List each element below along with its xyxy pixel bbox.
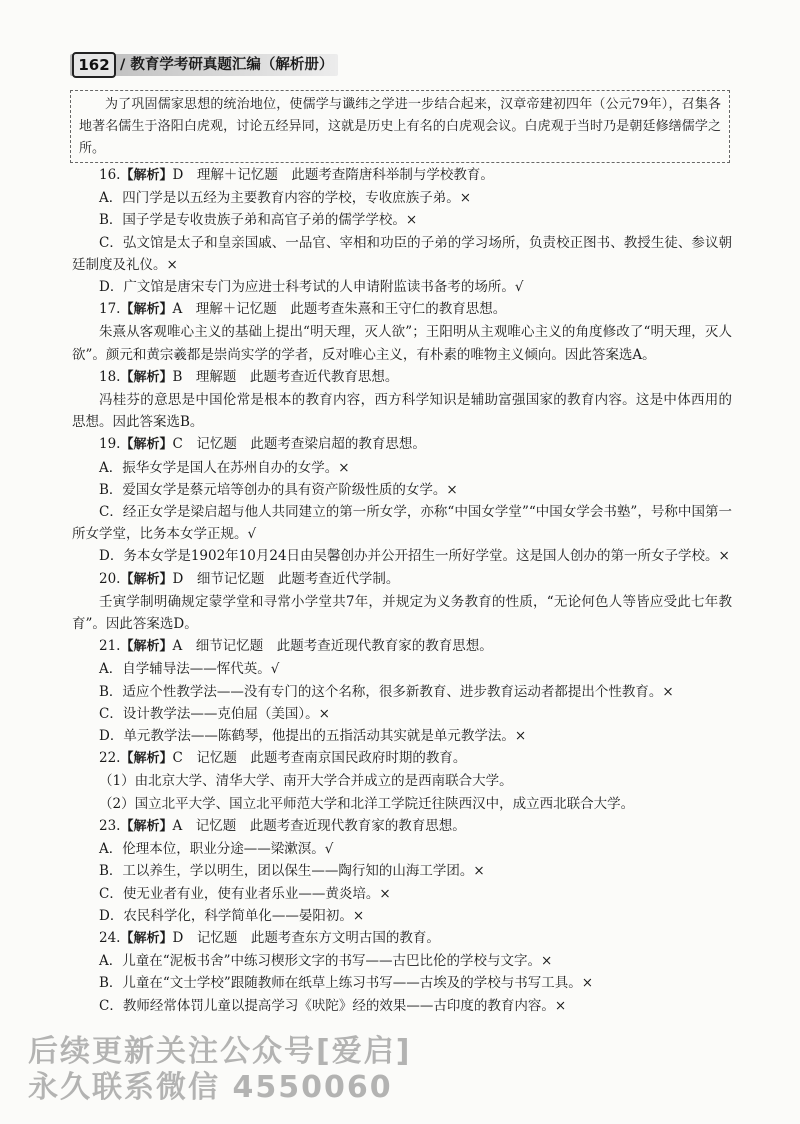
option-line: D．广文馆是唐宋专门为应进士科考试的人申请附监读书备考的场所。√ <box>99 279 524 296</box>
option-line: B．国子学是专收贵族子弟和高官子弟的儒学学校。× <box>99 212 418 229</box>
question-heading <box>72 747 732 770</box>
question-summary: B 理解题 此题考查近代教育思想。 <box>172 368 399 385</box>
question-number: 22. <box>99 750 121 767</box>
question-summary: C 记忆题 此题考查南京国民政府时期的教育。 <box>172 750 467 767</box>
option-line: （2）国立北平大学、国立北平师范大学和北洋工学院迁往陕西汉中，成立西北联合大学。 <box>99 795 635 812</box>
explanation-paragraph: C．经正女学是梁启超与他人共同建立的第一所女学，亦称“中国女学堂”“中国女学会书塾”，号称中国第一所女学堂，比务本女学正规。√ <box>72 504 732 543</box>
option-line: B．爱国女学是蔡元培等创办的具有资产阶级性质的女学。× <box>99 481 458 498</box>
option-line: A．自学辅导法——恽代英。√ <box>99 661 280 678</box>
question-number: 24. <box>99 929 121 946</box>
question-heading <box>72 298 732 321</box>
question-number: 19. <box>99 436 121 453</box>
question-heading <box>72 927 732 950</box>
option-line: （1）由北京大学、清华大学、南开大学合并成立的是西南联合大学。 <box>99 773 513 790</box>
analysis-tag: 【解析】 <box>120 571 173 587</box>
option-line: A．四门学是以五经为主要教育内容的学校，专收庶族子弟。× <box>99 190 472 207</box>
question-summary: D 细节记忆题 此题考查近代学制。 <box>172 570 400 587</box>
question-summary: A 记忆题 此题考查近现代教育家的教育思想。 <box>172 817 466 834</box>
question-summary: D 理解＋记忆题 此题考查隋唐科举制与学校教育。 <box>172 167 494 183</box>
option-line: A．伦理本位，职业分途——梁漱溟。√ <box>99 841 334 858</box>
analysis-tag: 【解析】 <box>120 751 173 767</box>
question-number: 17. <box>99 301 121 318</box>
analysis-tag: 【解析】 <box>120 930 173 946</box>
option-line: D．务本女学是1902年10月24日由吴馨创办并公开招生一所好学堂。这是国人创办的第一所女子学校。× <box>99 548 730 565</box>
question-summary: A 细节记忆题 此题考查近现代教育家的教育思想。 <box>172 638 493 655</box>
watermark-line-2: 永久联系微信 4550060 <box>28 1070 393 1105</box>
question-heading <box>72 366 732 389</box>
question-summary: A 理解＋记忆题 此题考查朱熹和王守仁的教育思想。 <box>172 301 507 318</box>
book-title: / 教育学考研真题汇编（解析册） <box>120 57 334 73</box>
question-number: 21. <box>99 638 121 655</box>
question-number: 23. <box>99 817 121 834</box>
watermark-line-1: 后续更新关注公众号[爱启] <box>28 1034 412 1069</box>
note-box <box>70 90 730 163</box>
explanation-paragraph: 朱熹从客观唯心主义的基础上提出“明天理，灭人欲”；王阳明从主观唯心主义的角度修改了“明天理，灭人欲”。颜元和黄宗羲都是崇尚实学的学者，反对唯心主义，有朴素的唯物主义倾向。因此答案选A。 <box>72 324 732 363</box>
option-line: C．使无业者有业，使有业者乐业——黄炎培。× <box>99 885 391 902</box>
option-line: C．设计教学法——克伯屈（美国）。× <box>99 705 330 722</box>
option-line: D．单元教学法——陈鹤琴，他提出的五指活动其实就是单元教学法。× <box>99 728 527 745</box>
option-line: A．儿童在“泥板书舍”中练习楔形文字的书写——古巴比伦的学校与文字。× <box>99 953 553 970</box>
question-number: 20. <box>99 570 121 587</box>
page-number: 162 <box>72 52 116 78</box>
option-line: B．适应个性教学法——没有专门的这个名称，很多新教育、进步教育运动者都提出个性教育。× <box>99 683 674 700</box>
analysis-tag: 【解析】 <box>120 302 173 318</box>
option-line: B．儿童在“文士学校”跟随教师在纸草上练习书写——古埃及的学校与书写工具。× <box>99 975 594 992</box>
explanation-paragraph: 壬寅学制明确规定蒙学堂和寻常小学堂共7年，并规定为义务教育的性质，“无论何色人等皆应受此七年教育”。因此答案选D。 <box>72 593 732 633</box>
analysis-tag: 【解析】 <box>120 639 173 655</box>
analysis-tag: 【解析】 <box>120 437 173 453</box>
question-heading <box>72 635 732 658</box>
analysis-tag: 【解析】 <box>120 818 173 834</box>
analysis-tag: 【解析】 <box>120 168 173 183</box>
note-text: 为了巩固儒家思想的统治地位，使儒学与谶纬之学进一步结合起来，汉章帝建初四年（公元79年），召集各地著名儒生于洛阳白虎观，讨论五经异同，这就是历史上有名的白虎观会议。白虎观于当时乃是朝廷修缮儒学之所。 <box>79 97 721 156</box>
question-number: 18. <box>99 368 121 385</box>
question-summary: C 记忆题 此题考查梁启超的教育思想。 <box>172 436 426 453</box>
explanation-paragraph: 冯桂芬的意思是中国伦常是根本的教育内容，西方科学知识是辅助富强国家的教育内容。这是中体西用的思想。因此答案选B。 <box>72 392 732 431</box>
question-heading <box>72 568 732 591</box>
question-heading <box>72 815 732 838</box>
analysis-tag: 【解析】 <box>120 369 173 385</box>
page-header <box>70 52 338 78</box>
option-line: C．教师经常体罚儿童以提高学习《吠陀》经的效果——古印度的教育内容。× <box>99 997 567 1014</box>
question-summary: D 记忆题 此题考查东方文明古国的教育。 <box>172 929 440 946</box>
answer-content <box>72 164 732 1017</box>
question-number: 16. <box>99 167 121 183</box>
question-heading <box>72 164 732 187</box>
explanation-paragraph: C．弘文馆是太子和皇亲国戚、一品官、宰相和功臣的子弟的学习场所，负责校正图书、教授生徒、参议朝廷制度及礼仪。× <box>72 234 732 273</box>
option-line: D．农民科学化，科学简单化——晏阳初。× <box>99 907 365 924</box>
question-heading <box>72 433 732 456</box>
option-line: B．工以养生，学以明生，团以保生——陶行知的山海工学团。× <box>99 863 485 880</box>
option-line: A．振华女学是国人在苏州自办的女学。× <box>99 459 350 476</box>
